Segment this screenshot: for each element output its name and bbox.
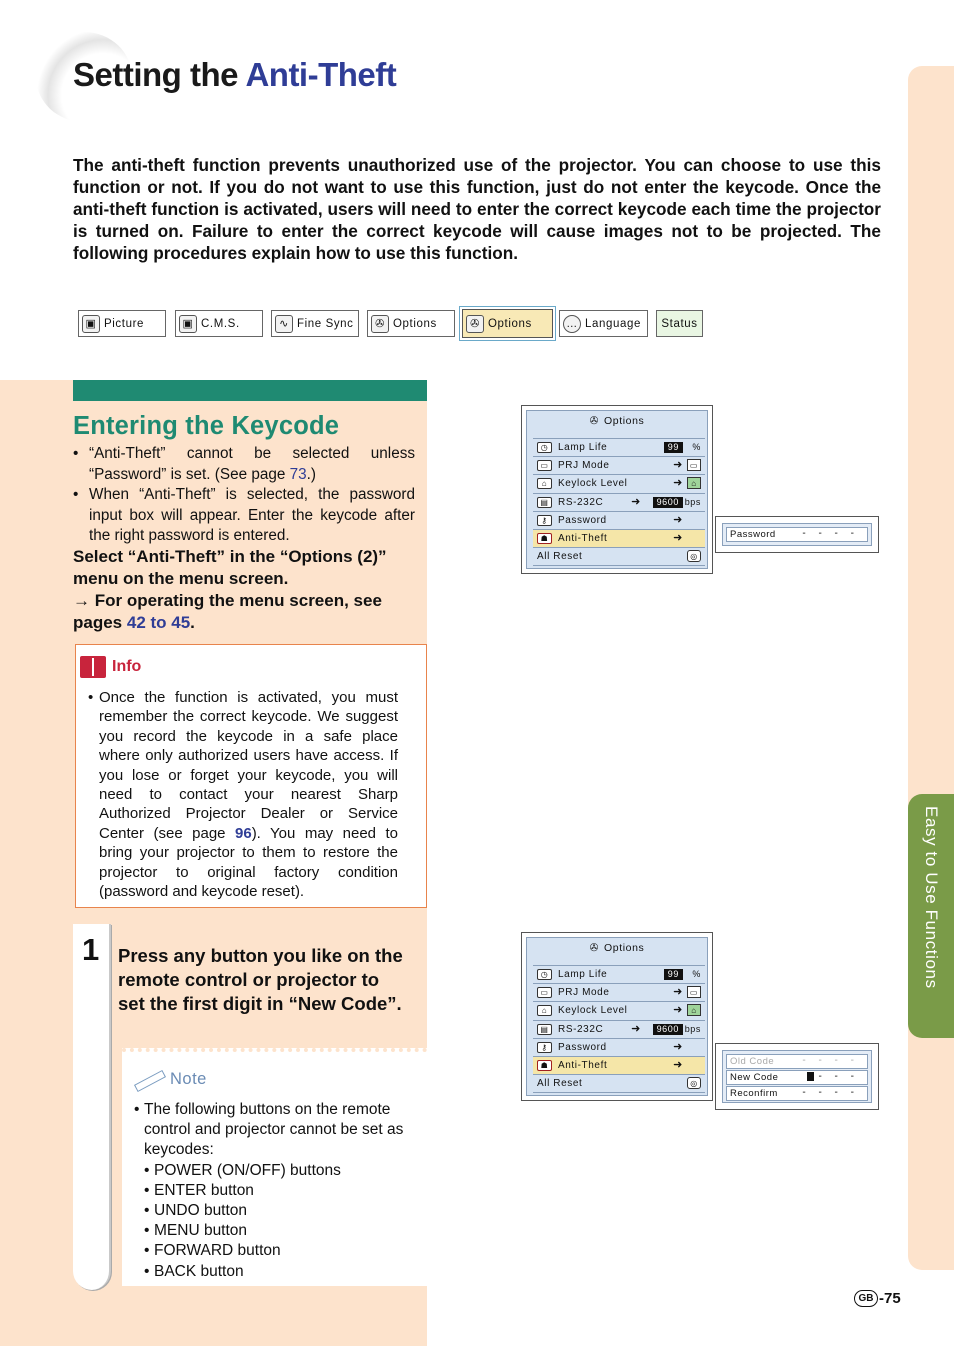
osd-row-anti-theft[interactable]: ☗ Anti-Theft ➜ bbox=[533, 1057, 705, 1075]
step-number: 1 bbox=[82, 932, 100, 967]
info-heading: Info bbox=[80, 656, 141, 678]
lamp-life-icon: ◷ bbox=[537, 442, 552, 453]
tab-language[interactable]: … Language bbox=[559, 310, 648, 337]
rs232c-icon: ▤ bbox=[537, 1024, 552, 1035]
language-icon: … bbox=[563, 315, 581, 333]
osd-row-lamp-life[interactable]: ◷ Lamp Life 99 % bbox=[533, 966, 705, 984]
osd-row-anti-theft[interactable]: ☗ Anti-Theft ➜ bbox=[533, 530, 705, 548]
key-icon: ⚷ bbox=[537, 515, 552, 526]
osd-row-all-reset[interactable]: All Reset ◎ bbox=[533, 1075, 705, 1093]
lock-icon: ⌂ bbox=[537, 1005, 552, 1016]
pencil-icon bbox=[132, 1068, 166, 1090]
arrow-icon: ➜ bbox=[673, 477, 683, 490]
cursor bbox=[807, 1072, 814, 1081]
page-title: Setting the Anti-Theft bbox=[73, 56, 397, 93]
lock-icon: ⌂ bbox=[537, 478, 552, 489]
list-item: • BACK button bbox=[144, 1262, 244, 1280]
list-item: • MENU button bbox=[144, 1222, 248, 1240]
list-item: • When “Anti-Theft” is selected, the password input box will appear. Enter the keycode after the right password is entered. bbox=[73, 485, 415, 547]
screen-icon: ▭ bbox=[687, 986, 701, 998]
section-heading: Entering the Keycode bbox=[73, 412, 340, 440]
list-item: • POWER (ON/OFF) buttons bbox=[144, 1161, 341, 1179]
reset-icon: ◎ bbox=[687, 550, 701, 562]
osd-row-keylock-level[interactable]: ⌂ Keylock Level ➜ ⌂ bbox=[533, 1002, 705, 1020]
tab-options-1[interactable]: ✇ Options bbox=[367, 310, 455, 337]
tab-options-2[interactable]: ✇ Options bbox=[459, 306, 556, 341]
osd-row-prj-mode[interactable]: ▭ PRJ Mode ➜ ▭ bbox=[533, 457, 705, 475]
anti-theft-icon: ☗ bbox=[537, 533, 552, 544]
rs232c-icon: ▤ bbox=[537, 497, 552, 508]
arrow-icon: ➜ bbox=[673, 1004, 683, 1017]
password-field[interactable]: Password - - - - bbox=[726, 527, 868, 542]
fine-sync-icon: ∿ bbox=[275, 315, 293, 333]
keycode-popup bbox=[715, 1043, 879, 1110]
prj-mode-icon: ▭ bbox=[537, 987, 552, 998]
options-icon: ✇ bbox=[589, 415, 599, 427]
page-link[interactable]: 73 bbox=[289, 465, 307, 483]
info-text: • Once the function is activated, you must remember the correct keycode. We suggest you record the keycode in a safe place where only authorized users have access. If you lose or forget your keycode, you will need to contact your nearest Sharp Authorized Projector Dealer or Service Center (see page 96). You may need to bring your projector to them to restore the projector to original factory condition (password and keycode reset). bbox=[88, 689, 399, 901]
anti-theft-icon: ☗ bbox=[537, 1060, 552, 1071]
arrow-icon: ➜ bbox=[631, 1022, 641, 1035]
note-text bbox=[134, 1100, 414, 1282]
intro-paragraph: The anti-theft function prevents unauthorized use of the projector. You can choose to use this function or not. If you do not want to use this function, just do not enter the keycode. Once the anti-theft function is activated, users will need to enter the correct keycode each time the projector is turned on. Failure to enter the correct keycode will cause images not to be projected. The following procedures explain how to use this function. bbox=[73, 155, 881, 263]
reconfirm-field[interactable]: Reconfirm - - - - bbox=[726, 1086, 868, 1101]
chapter-tab-label: Easy to Use Functions bbox=[922, 806, 941, 989]
options-icon: ✇ bbox=[589, 942, 599, 954]
screen-icon: ▭ bbox=[687, 459, 701, 471]
tab-picture[interactable]: ▣ Picture bbox=[78, 310, 166, 337]
lock-icon: ⌂ bbox=[687, 1004, 701, 1016]
osd-row-rs232c[interactable]: ▤ RS-232C ➜ 9600 bps bbox=[533, 494, 705, 512]
osd-row-password[interactable]: ⚷ Password ➜ bbox=[533, 1039, 705, 1057]
arrow-icon: ➜ bbox=[673, 986, 683, 999]
arrow-icon: ➜ bbox=[673, 459, 683, 472]
page-number: GB -75 bbox=[854, 1290, 901, 1307]
gb-badge: GB bbox=[854, 1290, 878, 1307]
arrow-icon: ➜ bbox=[631, 495, 641, 508]
tab-cms[interactable]: ▣ C.M.S. bbox=[175, 310, 263, 337]
side-tab bbox=[908, 66, 954, 1270]
options-icon: ✇ bbox=[371, 315, 389, 333]
pages-link[interactable]: 42 to 45 bbox=[126, 613, 191, 632]
osd-row-keylock-level[interactable]: ⌂ Keylock Level ➜ ⌂ bbox=[533, 475, 705, 493]
osd-row-all-reset[interactable]: All Reset ◎ bbox=[533, 548, 705, 566]
key-icon: ⚷ bbox=[537, 1042, 552, 1053]
note-heading: Note bbox=[132, 1068, 207, 1090]
arrow-icon: ➜ bbox=[673, 1040, 683, 1053]
book-icon bbox=[80, 656, 106, 678]
reset-icon: ◎ bbox=[687, 1077, 701, 1089]
list-item: • “Anti-Theft” cannot be selected unless “Password” is set. (See page 73.) bbox=[73, 444, 415, 485]
arrow-icon: ➜ bbox=[673, 531, 683, 544]
prj-mode-icon: ▭ bbox=[537, 460, 552, 471]
options-icon: ✇ bbox=[466, 315, 484, 333]
old-code-field[interactable]: Old Code - - - - bbox=[726, 1054, 868, 1069]
password-popup bbox=[715, 516, 879, 553]
list-item: • FORWARD button bbox=[144, 1242, 281, 1260]
picture-icon: ▣ bbox=[82, 315, 100, 333]
osd-row-prj-mode[interactable]: ▭ PRJ Mode ➜ ▭ bbox=[533, 984, 705, 1002]
tab-status[interactable]: Status bbox=[656, 310, 703, 337]
select-instruction: Select “Anti-Theft” in the “Options (2)” menu on the menu screen. → For operating the menu screen, see pages 42 to 45. bbox=[73, 547, 387, 632]
list-item: • The following buttons on the remote control and projector cannot be set as keycodes: bbox=[134, 1101, 404, 1159]
list-item: • UNDO button bbox=[144, 1202, 248, 1220]
new-code-field[interactable]: New Code - - - bbox=[726, 1070, 868, 1085]
lamp-life-icon: ◷ bbox=[537, 969, 552, 980]
osd-row-password[interactable]: ⚷ Password ➜ bbox=[533, 512, 705, 530]
section-bar bbox=[73, 380, 427, 401]
osd-row-rs232c[interactable]: ▤ RS-232C ➜ 9600 bps bbox=[533, 1021, 705, 1039]
lock-icon: ⌂ bbox=[687, 477, 701, 489]
cms-icon: ▣ bbox=[179, 315, 197, 333]
step-text: Press any button you like on the remote control or projector to set the first digit in “New Code”. bbox=[118, 945, 403, 1014]
osd-options-menu-2: ✇ Options ◷ Lamp Life 99 % ▭ PRJ Mode ➜ ▭ ⌂ Keylock Level ➜ ⌂ ▤ RS-232C ➜ 9600 bps ⚷ Password ➜ ☗ Anti-Theft ➜ All Reset ◎ bbox=[521, 932, 713, 1101]
tab-fine-sync[interactable]: ∿ Fine Sync bbox=[271, 310, 359, 337]
list-item: • ENTER button bbox=[144, 1181, 254, 1199]
page-link[interactable]: 96 bbox=[235, 824, 252, 842]
arrow-icon: ➜ bbox=[673, 513, 683, 526]
requirements-list bbox=[73, 444, 415, 547]
osd-options-menu: ✇ Options ◷ Lamp Life 99 % ▭ PRJ Mode ➜ ▭ ⌂ Keylock Level ➜ ⌂ ▤ RS-232C ➜ 9600 bps ⚷ Password ➜ ☗ Anti-Theft ➜ All Reset ◎ bbox=[521, 405, 713, 574]
arrow-icon: ➜ bbox=[673, 1058, 683, 1071]
osd-row-lamp-life[interactable]: ◷ Lamp Life 99 % bbox=[533, 439, 705, 457]
step-bar bbox=[73, 924, 111, 1290]
